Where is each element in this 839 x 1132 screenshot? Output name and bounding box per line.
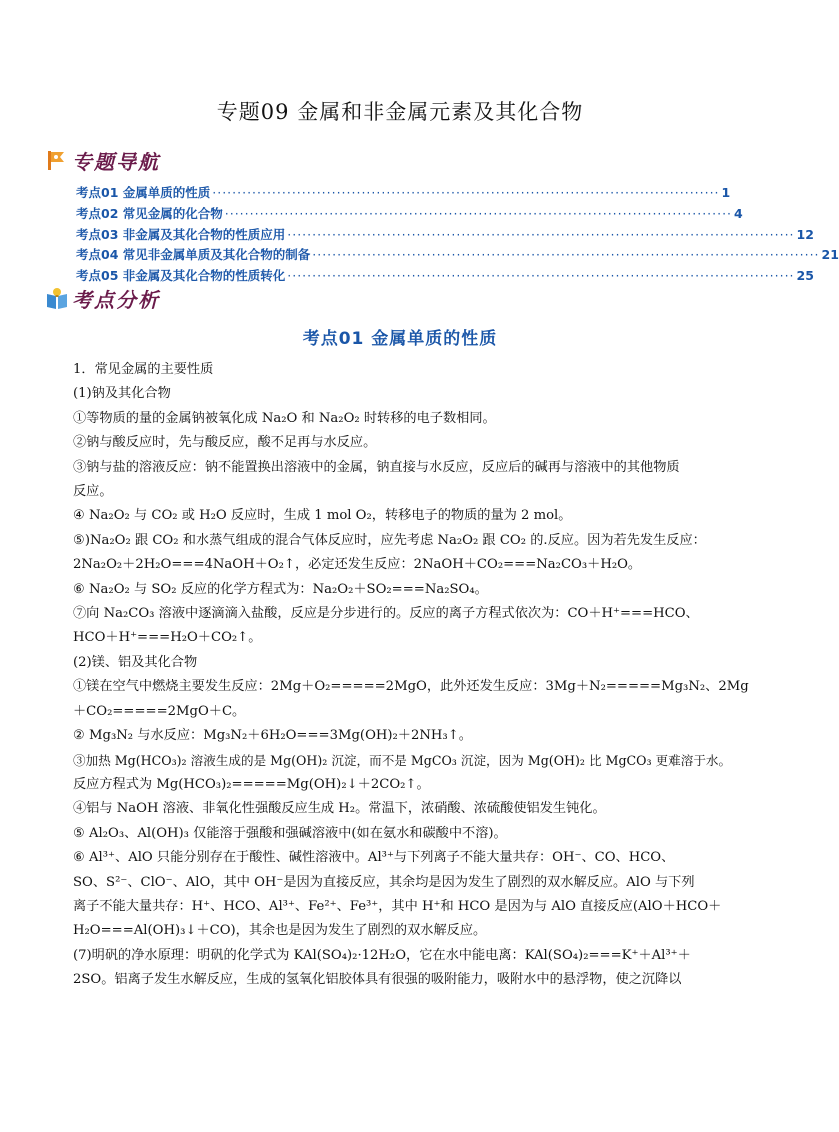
toc-entry-4[interactable]: 考点04 常见非金属单质及其化合物的制备 ······································································································ 21 [76, 247, 839, 263]
text-line: ⑥ Al³⁺、AlO 只能分别存在于酸性、碱性溶液中。Al³⁺与下列离子不能大量共存：OH⁻、CO、HCO、 [73, 850, 675, 866]
topic-analysis-banner [46, 282, 160, 314]
text-line: ①镁在空气中燃烧主要发生反应：2Mg＋O₂=====2MgO，此外还发生反应：3Mg＋N₂=====Mg₃N₂、2Mg [73, 679, 749, 695]
toc-entry-label: 考点05 非金属及其化合物的性质转化 [76, 268, 286, 284]
toc-entry-page: 25 [796, 268, 814, 284]
toc-entry-label: 考点04 常见非金属单质及其化合物的制备 [76, 247, 311, 263]
text-line: ⑤ Al₂O₃、Al(OH)₃ 仅能溶于强酸和强碱溶液中(如在氨水和碳酸中不溶)。 [73, 825, 507, 841]
toc-entry-label: 考点02 常见金属的化合物 [76, 205, 223, 221]
text-line: 离子不能大量共存：H⁺、HCO、Al³⁺、Fe²⁺、Fe³⁺，其中 H⁺和 HCO 是因为与 AlO 直接反应(AlO＋HCO＋ [73, 898, 722, 914]
text-line: ②钠与酸反应时，先与酸反应，酸不足再与水反应。 [73, 435, 377, 451]
text-line: ③钠与盐的溶液反应：钠不能置换出溶液中的金属，钠直接与水反应，反应后的碱再与溶液中的其他物质 [73, 459, 680, 475]
text-line: 反应。 [73, 484, 113, 500]
book-bulb-icon [46, 286, 68, 310]
text-line: ⑥ Na₂O₂ 与 SO₂ 反应的化学方程式为：Na₂O₂＋SO₂===Na₂SO₄。 [73, 581, 488, 597]
toc-entry-page: 12 [796, 226, 814, 242]
navigation-flag-icon [46, 148, 68, 172]
text-line: ③加热 Mg(HCO₃)₂ 溶液生成的是 Mg(OH)₂ 沉淀，而不是 MgCO₃ 沉淀，因为 Mg(OH)₂ 比 MgCO₃ 更难溶于水。 [73, 752, 732, 768]
text-line: ② Mg₃N₂ 与水反应：Mg₃N₂＋6H₂O===3Mg(OH)₂＋2NH₃↑。 [73, 728, 472, 744]
text-line: 2SO。铝离子发生水解反应，生成的氢氧化铝胶体具有很强的吸附能力，吸附水中的悬浮物，使之沉降以 [73, 972, 682, 988]
text-line: 1．常见金属的主要性质 [73, 362, 214, 377]
text-line: (1)钠及其化合物 [73, 386, 171, 402]
topic-navigation-banner [46, 144, 160, 176]
text-line: (2)镁、铝及其化合物 [73, 654, 198, 670]
toc-entry-page: 4 [734, 205, 743, 221]
toc-entry-label: 考点01 金属单质的性质 [76, 185, 211, 200]
text-line: SO、S²⁻、ClO⁻、AlO，其中 OH⁻是因为直接反应，其余均是因为发生了剧烈的双水解反应。AlO 与下列 [73, 874, 695, 890]
text-line: ＋CO₂=====2MgO＋C。 [73, 703, 246, 719]
text-line: ⑦向 Na₂CO₃ 溶液中逐滴滴入盐酸，反应是分步进行的。反应的离子方程式依次为：CO＋H⁺===HCO、 [73, 606, 699, 622]
topic-analysis-label: 考点分析 [72, 287, 160, 312]
table-of-contents [76, 183, 839, 287]
text-line: ①等物质的量的金属钠被氧化成 Na₂O 和 Na₂O₂ 时转移的电子数相同。 [73, 410, 496, 426]
section-heading: 考点01 金属单质的性质 [302, 329, 498, 349]
text-line: H₂O===Al(OH)₃↓＋CO)，其余也是因为发生了剧烈的双水解反应。 [73, 923, 487, 939]
toc-entry-1[interactable]: 考点01 金属单质的性质 ······································································································ 1 [76, 185, 731, 200]
text-line: 2Na₂O₂＋2H₂O===4NaOH＋O₂↑，必定还发生反应：2NaOH＋CO₂===Na₂CO₃＋H₂O。 [73, 557, 642, 573]
toc-entry-page: 1 [721, 185, 731, 200]
page-title: 专题09 金属和非金属元素及其化合物 [216, 100, 584, 124]
body-text [73, 358, 749, 993]
toc-entry-2[interactable]: 考点02 常见金属的化合物 ······································································································ 4 [76, 205, 743, 221]
topic-navigation-label: 专题导航 [72, 149, 160, 174]
toc-entry-5[interactable]: 考点05 非金属及其化合物的性质转化 ······································································································ 25 [76, 268, 814, 284]
text-line: ④ Na₂O₂ 与 CO₂ 或 H₂O 反应时，生成 1 mol O₂，转移电子的物质的量为 2 mol。 [73, 508, 572, 524]
text-line: ⑤)Na₂O₂ 跟 CO₂ 和水蒸气组成的混合气体反应时，应先考虑 Na₂O₂ 跟 CO₂ 的.反应。因为若先发生反应： [73, 532, 706, 548]
toc-entry-label: 考点03 非金属及其化合物的性质应用 [76, 226, 286, 242]
text-line: 反应方程式为 Mg(HCO₃)₂=====Mg(OH)₂↓＋2CO₂↑。 [73, 776, 430, 792]
text-line: (7)明矾的净水原理：明矾的化学式为 KAl(SO₄)₂·12H₂O，它在水中能电离：KAl(SO₄)₂===K⁺＋Al³⁺＋ [73, 947, 691, 963]
text-line: ④铝与 NaOH 溶液、非氧化性强酸反应生成 H₂。常温下，浓硝酸、浓硫酸使铝发生钝化。 [73, 801, 606, 817]
text-line: HCO＋H⁺===H₂O＋CO₂↑。 [73, 630, 262, 646]
toc-entry-page: 21 [821, 247, 839, 263]
toc-entry-3[interactable]: 考点03 非金属及其化合物的性质应用 ······································································································ 12 [76, 226, 814, 242]
